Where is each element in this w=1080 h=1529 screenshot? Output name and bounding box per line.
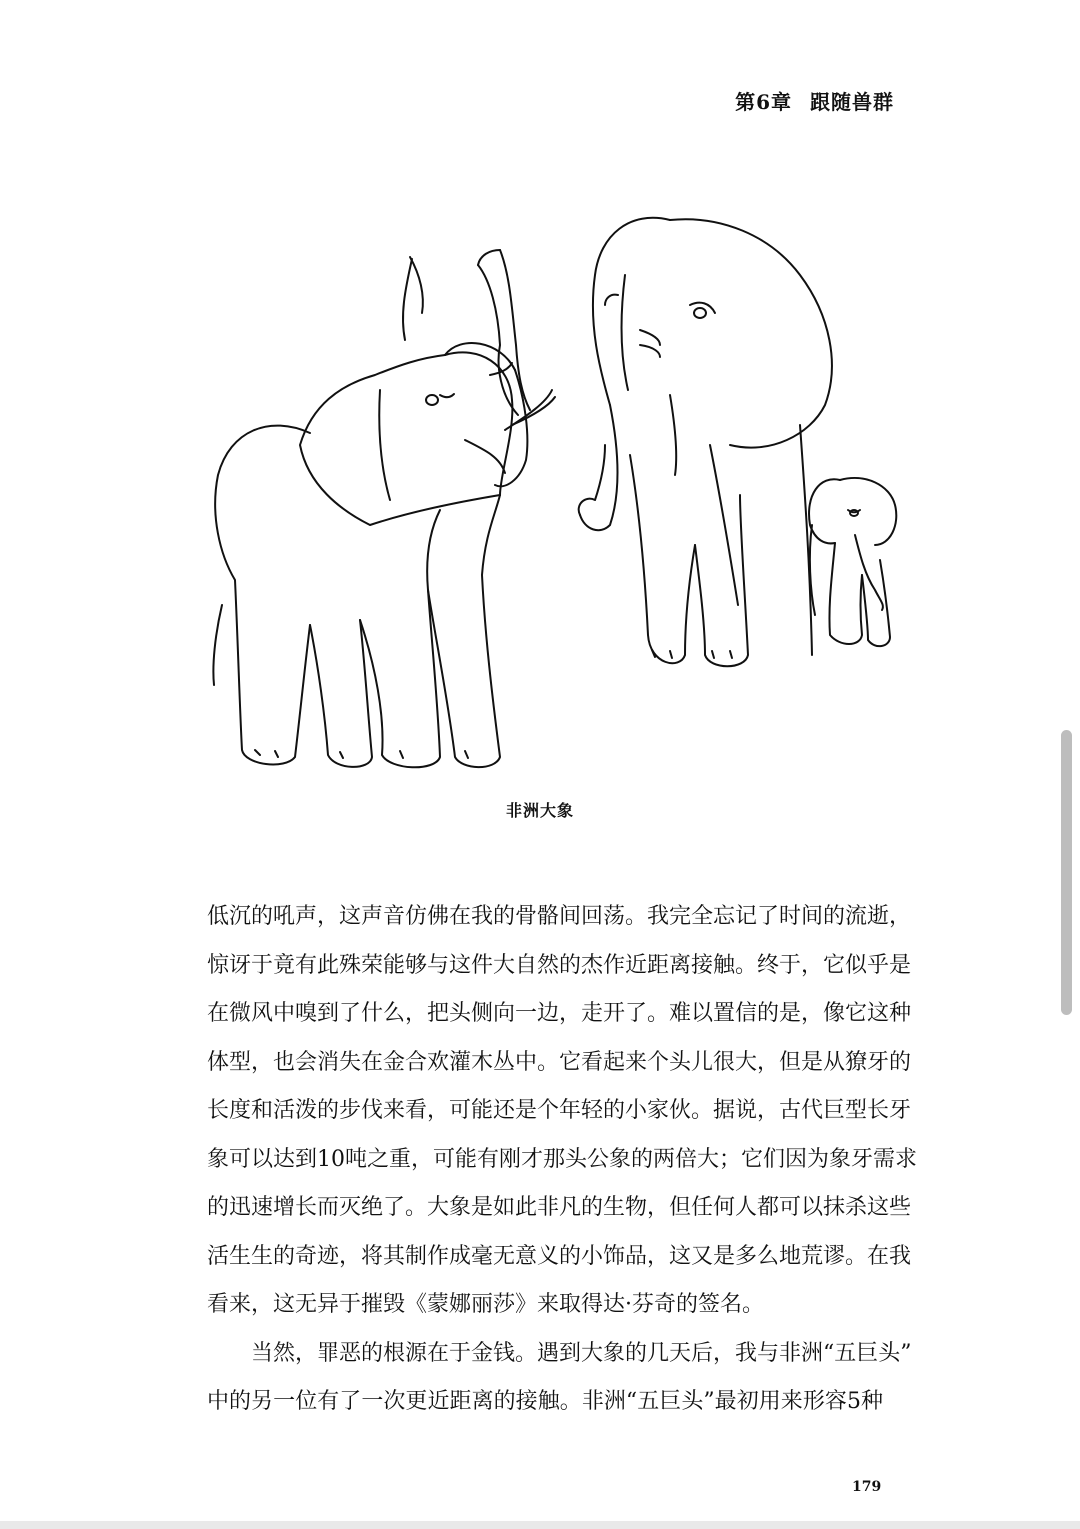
elephant-adult-facing [579,218,832,666]
scrollbar-thumb[interactable] [1061,730,1072,1015]
running-head [735,86,894,115]
text-line: 低沉的吼声，这声音仿佛在我的骨骼间回荡。我完全忘记了时间的流逝， [207,904,912,929]
page-number: 179 [852,1479,882,1495]
elephant-illustration [200,195,910,795]
chapter-title: 跟随兽群 [810,90,894,114]
chapter-number: 第6章 [735,90,792,114]
text-line: 在微风中嗅到了什么，把头侧向一边，走开了。难以置信的是，像它这种 [207,1001,912,1026]
text-line: 看来，这无异于摧毁《蒙娜丽莎》来取得达·芬奇的签名。 [207,1292,764,1317]
page-bottom-edge [0,1521,1080,1529]
text-line: 中的另一位有了一次更近距离的接触。非洲“五巨头”最初用来形容5种 [207,1389,883,1414]
elephant-raising-trunk [213,250,555,767]
figure-caption: 非洲大象 [505,801,574,820]
text-line: 的迅速增长而灭绝了。大象是如此非凡的生物，但任何人都可以抹杀这些 [207,1195,912,1220]
body-text [207,893,917,1427]
elephant-baby [809,478,896,646]
text-line: 体型，也会消失在金合欢灌木丛中。它看起来个头儿很大，但是从獠牙的 [207,1049,912,1075]
text-line: 象可以达到10吨之重，可能有刚才那头公象的两倍大；它们因为象牙需求 [207,1146,917,1172]
text-line: 当然，罪恶的根源在于金钱。遇到大象的几天后，我与非洲“五巨头” [251,1340,912,1366]
text-line: 惊讶于竟有此殊荣能够与这件大自然的杰作近距离接触。终于，它似乎是 [207,952,912,978]
text-line: 活生生的奇迹，将其制作成毫无意义的小饰品，这又是多么地荒谬。在我 [207,1243,912,1269]
text-line: 长度和活泼的步伐来看，可能还是个年轻的小家伙。据说，古代巨型长牙 [207,1098,912,1123]
